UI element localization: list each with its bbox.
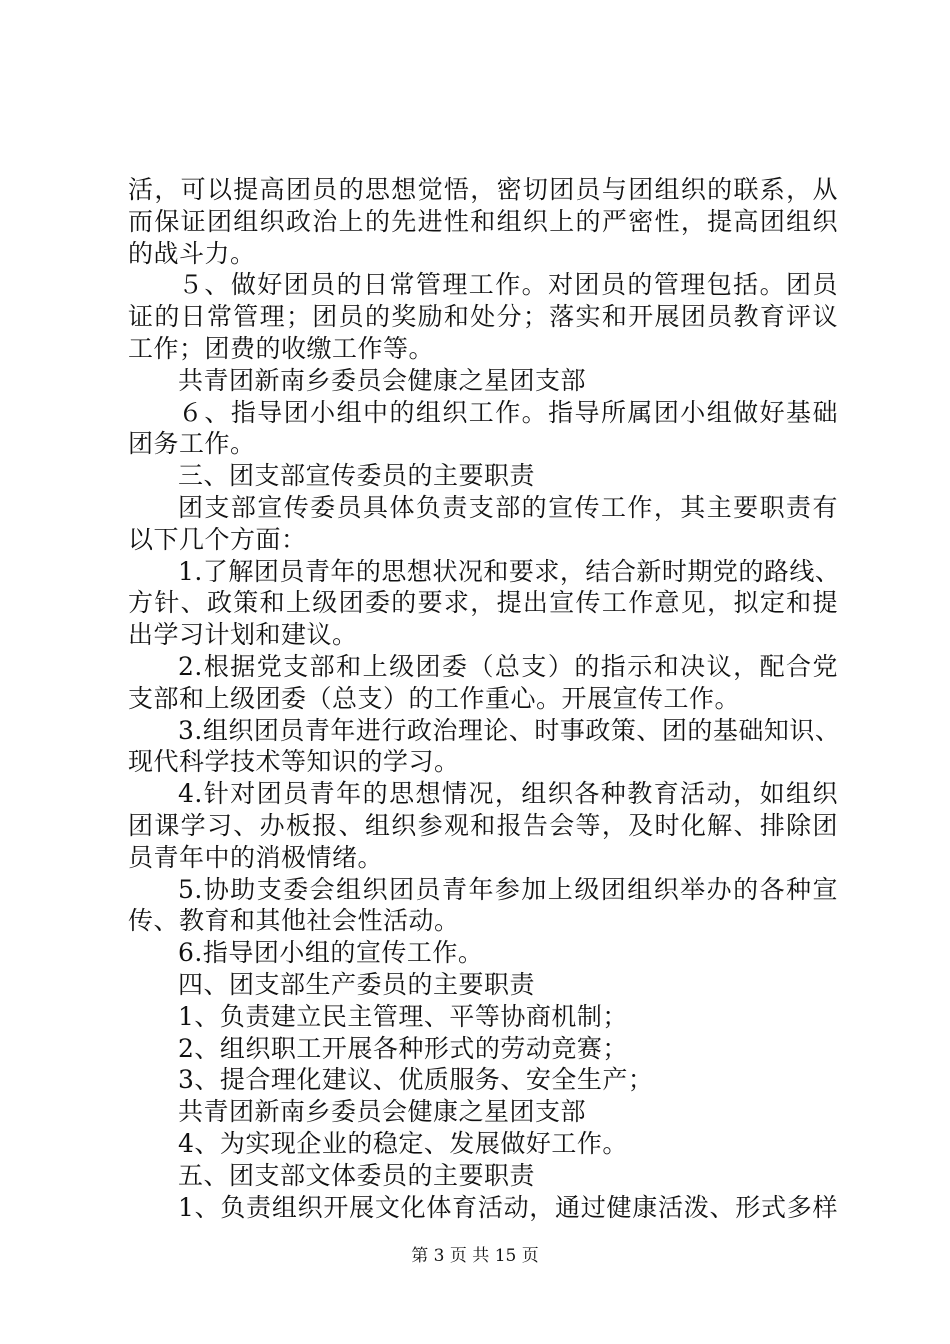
text-line: 三、团支部宣传委员的主要职责: [178, 461, 536, 491]
text-line: 5.协助支委会组织团员青年参加上级团组织举办的各种宣: [178, 874, 838, 904]
text-line: 四、团支部生产委员的主要职责: [178, 969, 536, 999]
text-line: 而保证团组织政治上的先进性和组织上的严密性，提高团组织: [128, 206, 838, 236]
text-line: 4.针对团员青年的思想情况，组织各种教育活动，如组织: [178, 779, 838, 809]
text-line: 团支部宣传委员具体负责支部的宣传工作，其主要职责有: [178, 492, 838, 522]
text-line: 出学习计划和建议。: [128, 620, 358, 650]
text-line: 1.了解团员青年的思想状况和要求，结合新时期党的路线、: [178, 556, 841, 586]
text-line: 共青团新南乡委员会健康之星团支部: [178, 1097, 587, 1127]
text-line: 团课学习、办板报、组织参观和报告会等，及时化解、排除团: [128, 810, 838, 840]
text-line: 活，可以提高团员的思想觉悟，密切团员与团组织的联系，从: [128, 175, 838, 204]
text-line: 现代科学技术等知识的学习。: [128, 747, 460, 777]
text-line: 员青年中的消极情绪。: [128, 842, 384, 872]
text-line: 支部和上级团委（总支）的工作重心。开展宣传工作。: [128, 683, 741, 713]
text-line: 的战斗力。: [128, 238, 256, 268]
text-line: 6.指导团小组的宣传工作。: [178, 938, 484, 968]
text-line: 工作；团费的收缴工作等。: [128, 333, 435, 363]
text-line: 3.组织团员青年进行政治理论、时事政策、团的基础知识、: [178, 715, 841, 745]
text-line: 证的日常管理；团员的奖励和处分；落实和开展团员教育评议: [128, 302, 838, 332]
text-line: 方针、政策和上级团委的要求，提出宣传工作意见，拟定和提: [128, 588, 838, 618]
text-line: 共青团新南乡委员会健康之星团支部: [178, 365, 587, 395]
text-line: ６、指导团小组中的组织工作。指导所属团小组做好基础: [178, 397, 838, 427]
text-line: 传、教育和其他社会性活动。: [128, 906, 460, 936]
text-line: 2.根据党支部和上级团委（总支）的指示和决议，配合党: [178, 651, 838, 681]
page-footer: 第 3 页 共 15 页: [411, 1246, 539, 1266]
text-line: 3、提合理化建议、优质服务、安全生产；: [178, 1065, 654, 1095]
text-line: 1、负责组织开展文化体育活动，通过健康活泼、形式多样: [178, 1192, 838, 1222]
text-line: 1、负责建立民主管理、平等协商机制；: [178, 1001, 628, 1031]
document-body: [128, 174, 841, 1223]
text-line: 以下几个方面：: [128, 524, 307, 554]
text-line: 五、团支部文体委员的主要职责: [178, 1160, 536, 1190]
text-line: 团务工作。: [128, 429, 256, 459]
text-line: 2、组织职工开展各种形式的劳动竞赛；: [178, 1033, 628, 1063]
text-line: 4、为实现企业的稳定、发展做好工作。: [178, 1128, 628, 1158]
text-line: ５、做好团员的日常管理工作。对团员的管理包括。团员: [178, 270, 838, 300]
